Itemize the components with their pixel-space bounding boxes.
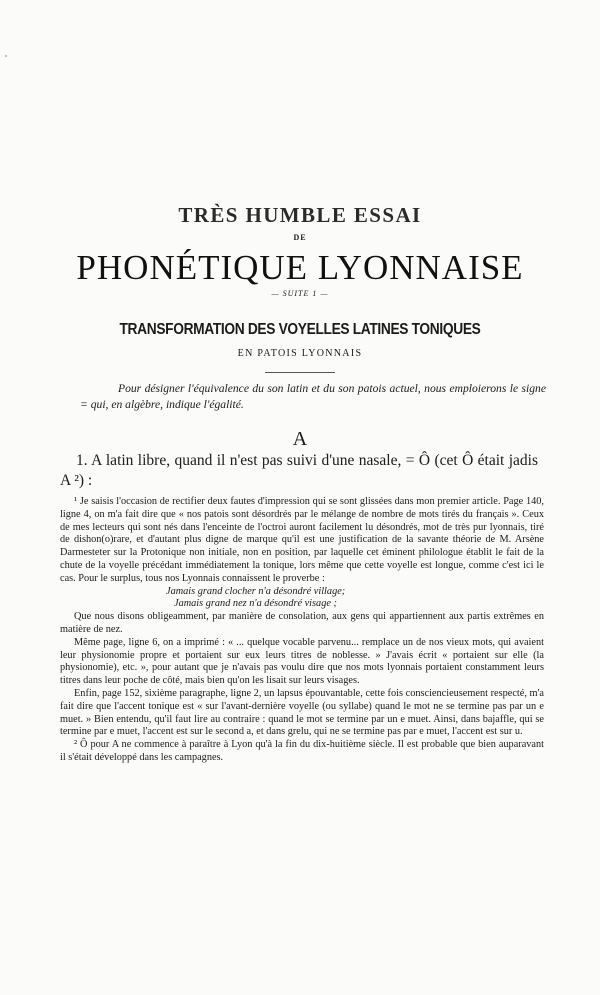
footnote-paragraph: Même page, ligne 6, on a imprimé : « ... quelque vocable parvenu... remplace un de nos vieux mots, qui avaient leur physionomie propre et portaient sur eux leurs titres de noblesse. » J'avais écrit « portaient sur elle (la physionomie), etc. », pour autant que je n'avais pas voulu dire que nos mots lyonnais portaient constamment leurs titres dans leur poche de côté, mais bien qu'on les lisait sur leurs visages. [60,636,544,687]
continuation-note: — SUITE 1 — [271,289,329,298]
footnote-2: ² Ô pour A ne commence à paraître à Lyon qu'à la fin du dix-huitième siècle. Il est probable que bien auparavant il s'était développé dans les campagnes. [60,739,544,763]
subject-title: PHONÉTIQUE LYONNAISE [76,248,524,287]
proverb-line-1: Jamais grand clocher n'a désondré village; [166,585,346,597]
main-title: TRÈS HUMBLE ESSAI [178,203,422,227]
section-subtitle: EN PATOIS LYONNAIS [237,348,363,359]
divider [265,372,335,373]
footnote-1: ¹ Je saisis l'occasion de rectifier deux fautes d'impression qui se sont glissées dans mon premier article. Page 140, ligne 4, on m'a fait dire que « nos patois sont désordrés par le mélange de nombre de mots tirés du français ». Ceux de mes lecteurs qui sont nés dans l'enceinte de l'octroi auront facilement lu désondrés, mot de très pur lyonnais, tiré de dishon(o)rare, et d'autant plus digne de marque qu'il est une justification de la savante théorie de M. Arsène Darmesteter sur la Protonique non initiale, non en position, par laquelle cet éminent philologue établit le fait de la chute de la voyelle précédant immédiatement la tonique, lors même que cette voyelle est longue, comme c'est ici le cas. Pour le surplus, tous nos Lyonnais connaissent le proverbe : [60,496,544,584]
proverb-line-2: Jamais grand nez n'a désondré visage ; [174,598,337,610]
footnote-paragraph: Que nous disons obligeamment, par manière de consolation, aux gens qui appartiennent aux partis extrêmes en matière de nez. [60,611,544,635]
section-letter: A [292,428,308,450]
footnote-paragraph: Enfin, page 152, sixième paragraphe, ligne 2, un lapsus épouvantable, cette fois consciencieusement respecté, m'a fait dire que l'accent tonique est « sur l'avant-dernière voyelle (ou syllabe) quand le mot ne se termine pas par un e muet. » Bien entendu, qu'il faut lire au contraire : quand le mot se termine par un e muet. Ainsi, dans bajaffle, qui se termine par e muet, l'accent est sur le second a, et dans grelu, qui ne se termine pas par e muet, l'accent est sur u. [60,687,544,738]
intro-paragraph: Pour désigner l'équivalence du son latin et du son patois actuel, nous emploierons le signe = qui, en algèbre, indique l'égalité. [80,382,546,411]
title-connector: DE [293,233,307,242]
footnotes [60,496,544,765]
rule-paragraph: 1. A latin libre, quand il n'est pas suivi d'une nasale, = Ô (cet Ô était jadis A ²) : [60,452,538,489]
section-title: TRANSFORMATION DES VOYELLES LATINES TONIQUES [119,321,481,338]
speck [5,55,7,57]
